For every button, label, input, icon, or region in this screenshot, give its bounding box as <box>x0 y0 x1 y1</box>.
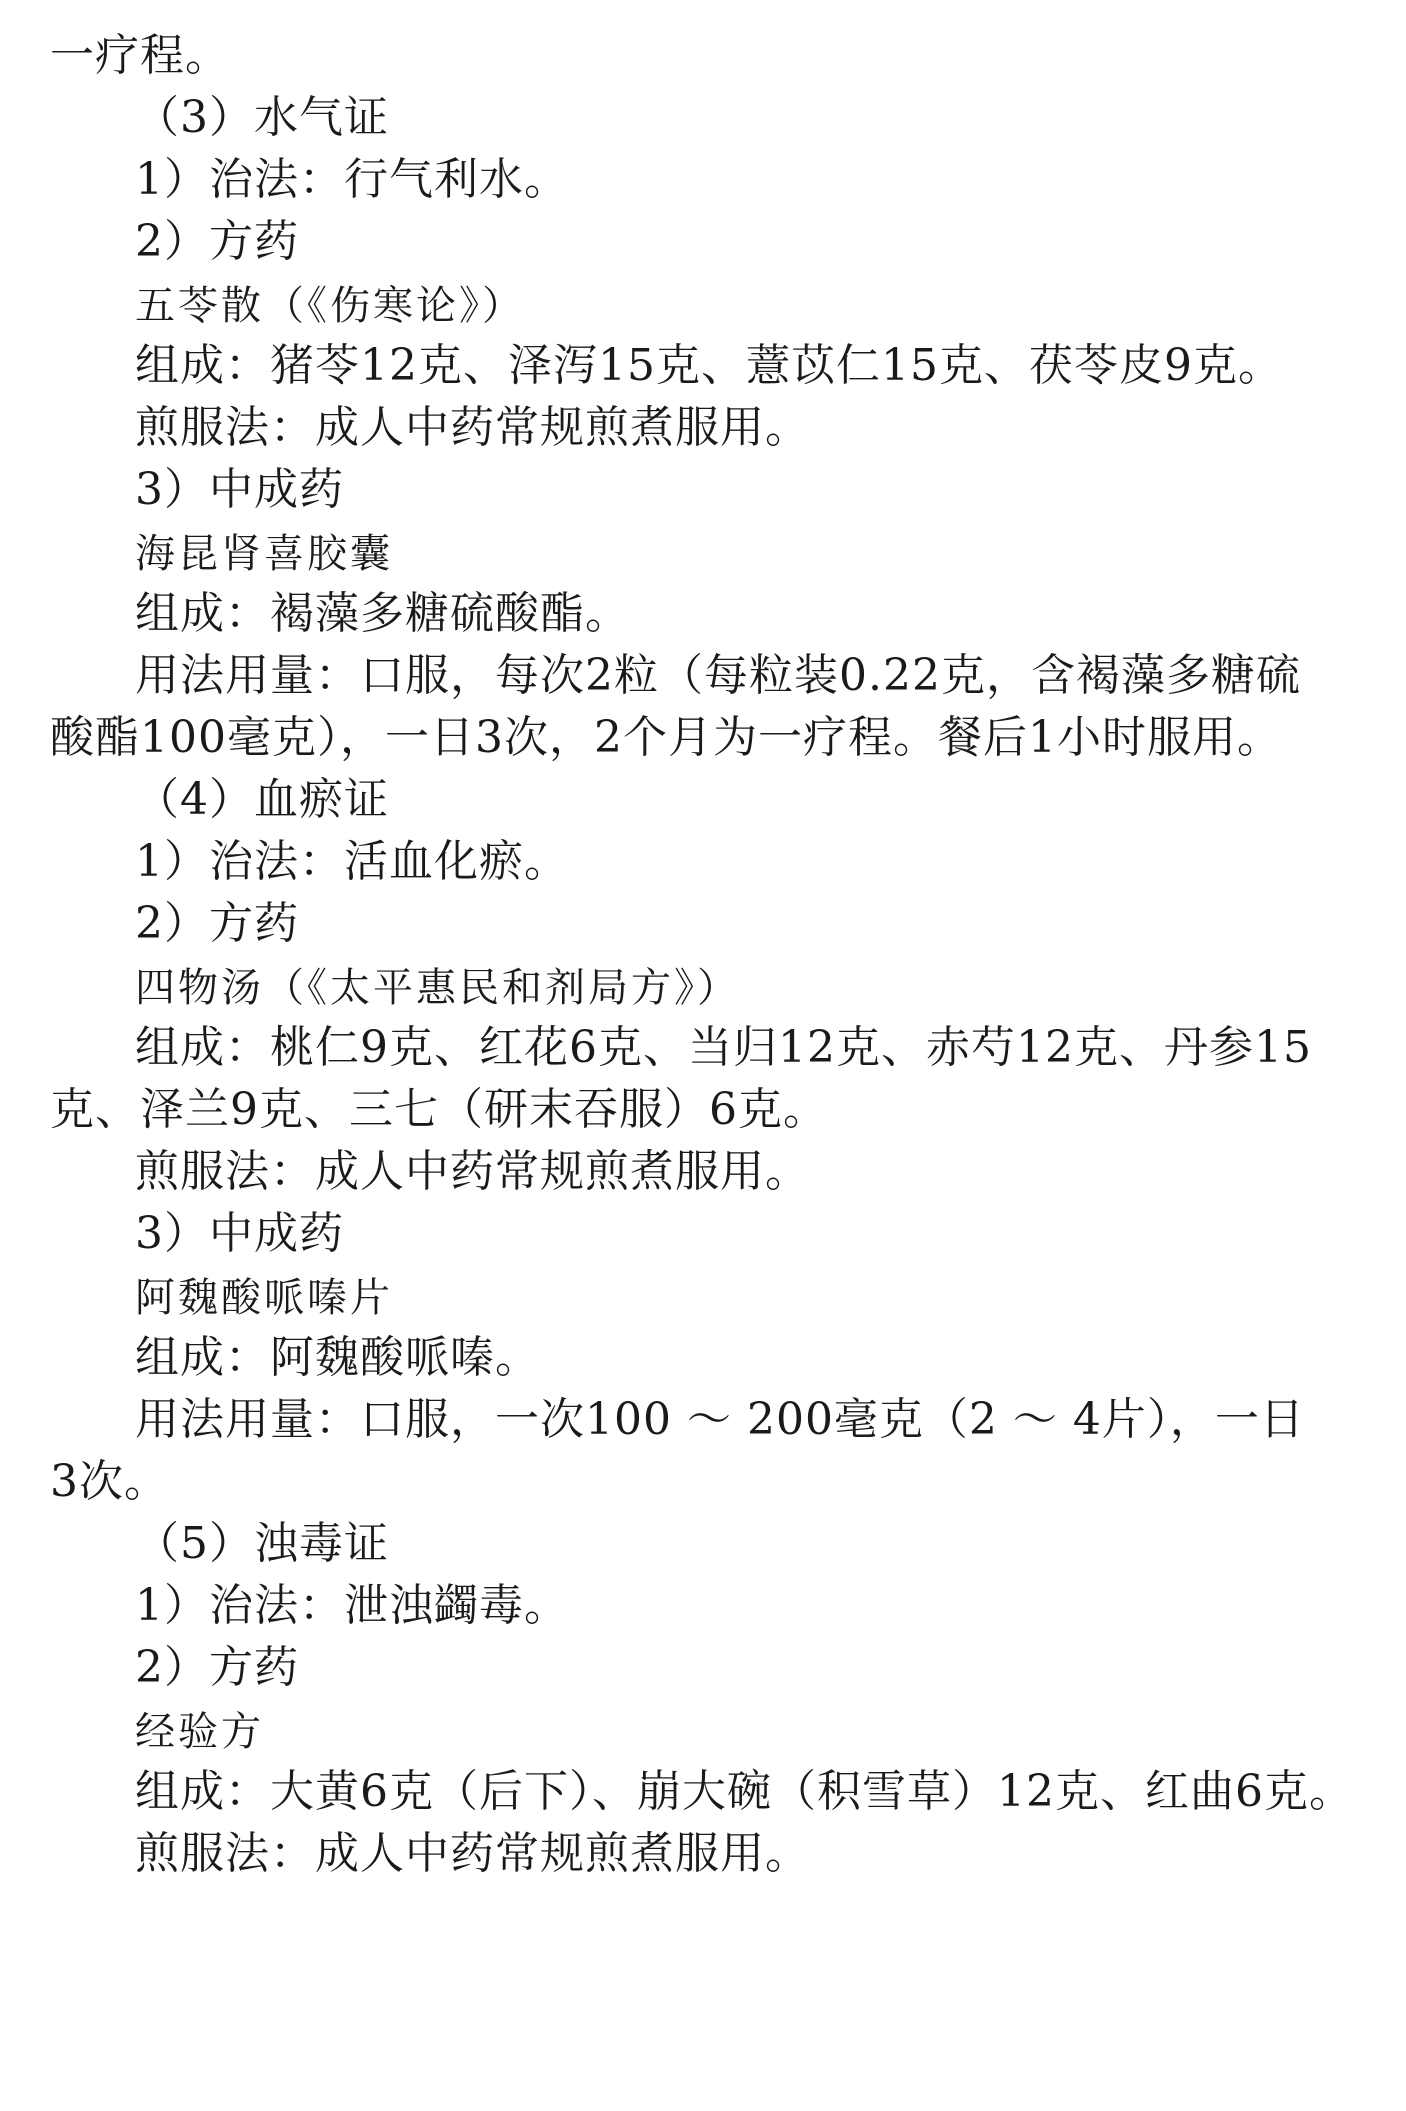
text-line: 煎服法：成人中药常规煎煮服用。 <box>135 402 810 453</box>
text-line: 组成：大黄6克（后下）、崩大碗（积雪草）12克、红曲6克。 <box>135 1766 1354 1817</box>
formula-name: 四物汤（《太平惠民和剂局方》） <box>135 965 740 1011</box>
text-line: 组成：桃仁9克、红花6克、当归12克、赤芍12克、丹参15 <box>135 1022 1312 1073</box>
text-line: 用法用量：口服，一次100 ～ 200毫克（2 ～ 4片），一日 <box>135 1394 1305 1445</box>
section-heading-blood-stasis: （4）血瘀证 <box>135 774 389 825</box>
subheading-prescription: 2）方药 <box>135 216 299 267</box>
text-line: 1）治法：行气利水。 <box>135 154 569 205</box>
formula-name: 海昆肾喜胶囊 <box>135 531 393 577</box>
text-line: 酸酯100毫克），一日3次，2个月为一疗程。餐后1小时服用。 <box>50 712 1282 763</box>
text-line: 组成：猪苓12克、泽泻15克、薏苡仁15克、茯苓皮9克。 <box>135 340 1283 391</box>
text-line: 一疗程。 <box>50 30 230 81</box>
text-line: 煎服法：成人中药常规煎煮服用。 <box>135 1146 810 1197</box>
text-line: 组成：阿魏酸哌嗪。 <box>135 1332 540 1383</box>
subheading-prescription: 2）方药 <box>135 898 299 949</box>
section-heading-water-qi: （3）水气证 <box>135 92 389 143</box>
text-line: 1）治法：活血化瘀。 <box>135 836 569 887</box>
formula-name: 阿魏酸哌嗪片 <box>135 1275 393 1321</box>
formula-name: 五苓散（《伤寒论》） <box>135 283 525 329</box>
subheading-patent-medicine: 3）中成药 <box>135 464 344 515</box>
text-line: 煎服法：成人中药常规煎煮服用。 <box>135 1828 810 1879</box>
subheading-prescription: 2）方药 <box>135 1642 299 1693</box>
text-line: 3次。 <box>50 1456 169 1507</box>
text-line: 组成：褐藻多糖硫酸酯。 <box>135 588 630 639</box>
text-line: 用法用量：口服，每次2粒（每粒装0.22克，含褐藻多糖硫 <box>135 650 1301 701</box>
text-line: 1）治法：泄浊蠲毒。 <box>135 1580 569 1631</box>
formula-name: 经验方 <box>135 1709 264 1755</box>
subheading-patent-medicine: 3）中成药 <box>135 1208 344 1259</box>
section-heading-turbid-toxin: （5）浊毒证 <box>135 1518 389 1569</box>
text-line: 克、泽兰9克、三七（研末吞服）6克。 <box>50 1084 828 1135</box>
